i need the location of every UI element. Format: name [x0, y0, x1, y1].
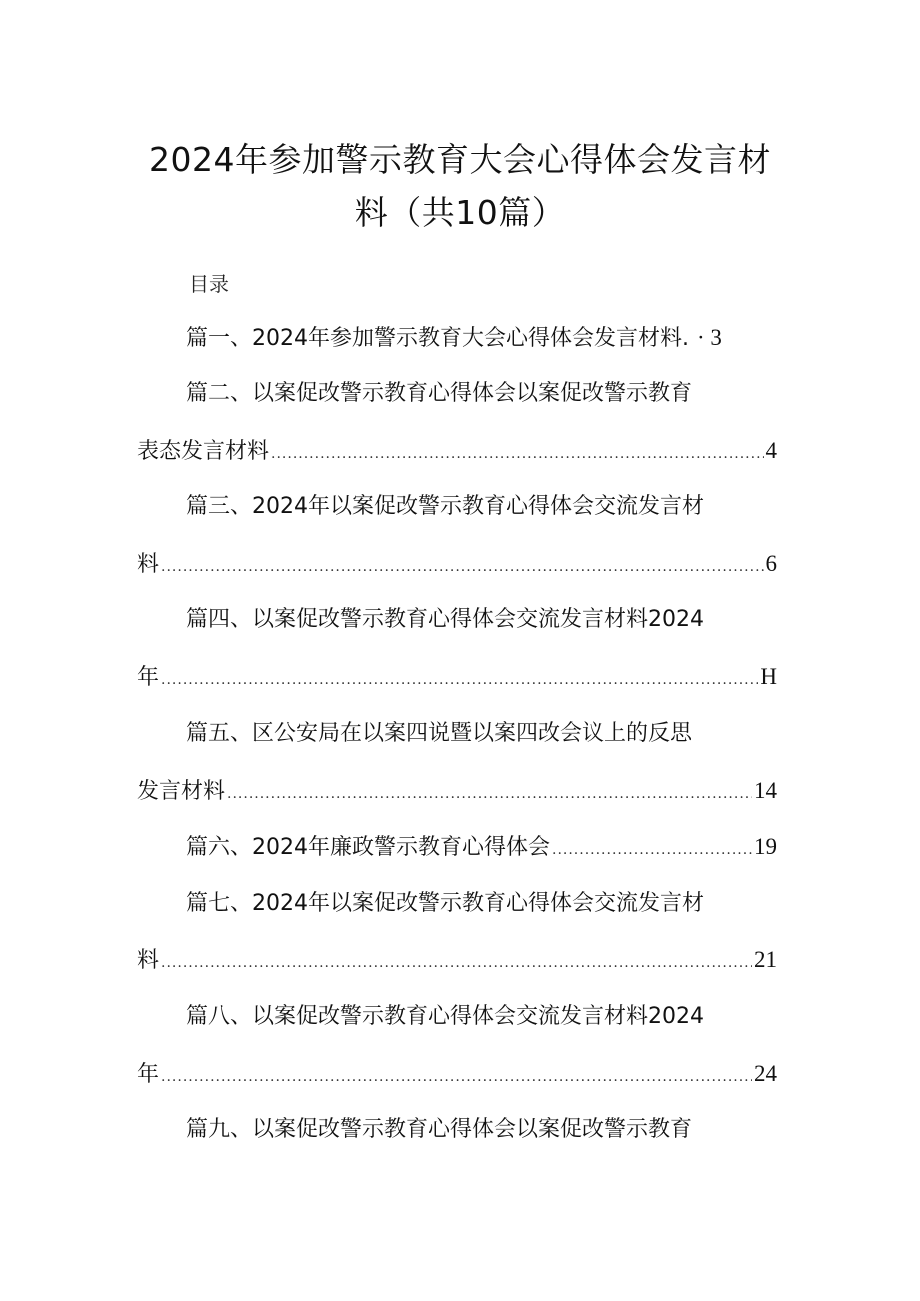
toc-entry-title: 年: [137, 665, 160, 690]
dot-leader: [271, 438, 763, 467]
toc-entry-5-line-2: [137, 775, 777, 807]
toc-page-number: 14: [754, 778, 777, 803]
toc-entry-3-line-1: 篇三、2024年以案促改警示教育心得体会交流发言材: [186, 494, 704, 519]
toc-page-number: 6: [765, 551, 777, 576]
toc-entry-7-line-2: [137, 944, 777, 976]
toc-page-number: 4: [765, 438, 777, 463]
toc-entry-3-line-2: [137, 548, 777, 580]
toc-entry-title: 篇六、2024年廉政警示教育心得体会: [186, 835, 550, 860]
toc-page-number: H: [760, 664, 777, 689]
toc-entry-title: 年: [137, 1062, 160, 1087]
toc-page-number: · 3: [696, 325, 722, 350]
toc-entry-title: 篇一、2024年参加警示教育大会心得体会发言材料.: [186, 326, 689, 351]
toc-entry-5-line-1: 篇五、区公安局在以案四说暨以案四改会议上的反思: [186, 721, 693, 746]
toc-entry-title: 料: [137, 552, 160, 577]
toc-heading: 目录: [189, 272, 229, 296]
toc-entry-title: 表态发言材料: [137, 439, 270, 464]
toc-entry-2-line-1: 篇二、以案促改警示教育心得体会以案促改警示教育: [186, 381, 693, 406]
toc-page-number: 19: [754, 834, 777, 859]
dot-leader: [161, 947, 752, 976]
toc-page-number: 24: [754, 1061, 777, 1086]
dot-leader: [161, 551, 763, 580]
dot-leader: [161, 1061, 752, 1090]
toc-entry-title: 发言材料: [137, 779, 226, 804]
toc-entry-1: [186, 322, 756, 354]
document-title-line-2: 料（共10篇）: [354, 193, 566, 232]
toc-entry-8-line-2: [137, 1058, 777, 1090]
toc-entry-title: 料: [137, 948, 160, 973]
toc-entry-9-line-1: 篇九、以案促改警示教育心得体会以案促改警示教育: [186, 1117, 693, 1142]
dot-leader: [227, 778, 752, 807]
dot-leader: [552, 834, 752, 863]
document-title-line-1: 2024年参加警示教育大会心得体会发言材: [149, 140, 771, 179]
toc-entry-4-line-1: 篇四、以案促改警示教育心得体会交流发言材料2024: [186, 607, 704, 632]
toc-entry-4-line-2: [137, 661, 777, 693]
toc-entry-6: [186, 831, 777, 863]
toc-page-number: 21: [754, 947, 777, 972]
toc-entry-2-line-2: [137, 435, 777, 467]
dot-leader: [161, 664, 758, 693]
toc-entry-7-line-1: 篇七、2024年以案促改警示教育心得体会交流发言材: [186, 891, 704, 916]
toc-entry-8-line-1: 篇八、以案促改警示教育心得体会交流发言材料2024: [186, 1004, 704, 1029]
